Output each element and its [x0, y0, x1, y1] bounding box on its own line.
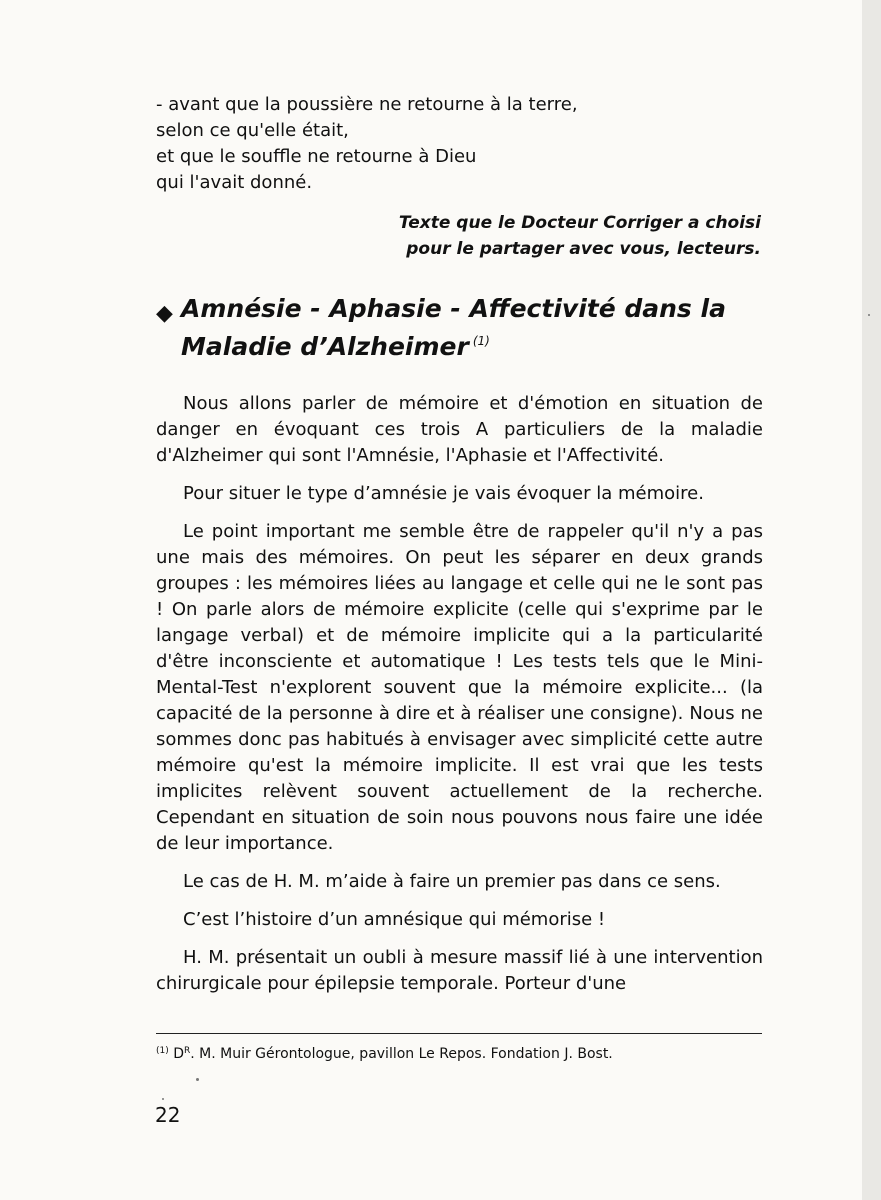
poem-line: et que le souffle ne retourne à Dieu: [156, 146, 477, 167]
poem-excerpt: [156, 92, 763, 196]
attribution-line: Texte que le Docteur Corriger a choisi: [398, 213, 761, 233]
footnote-prefix-sup: R: [183, 1046, 191, 1056]
footnote-prefix: D: [173, 1046, 184, 1062]
paragraph: Le cas de H. M. m’aide à faire un premier pas dans ce sens.: [183, 871, 721, 892]
paper-speck: [868, 314, 870, 316]
paper-speck: [196, 1078, 199, 1081]
footnote-divider: [156, 1033, 762, 1034]
paragraph: C’est l’histoire d’un amnésique qui mémorise !: [183, 909, 606, 930]
footnote: [156, 1041, 613, 1064]
page-number: 22: [155, 1103, 181, 1127]
section-title: [156, 292, 763, 363]
paragraph: Nous allons parler de mémoire et d'émotion en situation de danger en évoquant ces trois A particuliers de la maladie d'Alzheimer qui sont l'Amnésie, l'Aphasie et l'Affectivité.: [156, 393, 763, 466]
footnote-text: . M. Muir Gérontologue, pavillon Le Repos. Fondation J. Bost.: [190, 1046, 613, 1062]
poem-line: qui l'avait donné.: [156, 172, 313, 193]
attribution: [156, 210, 763, 262]
paper-speck: [162, 1098, 164, 1100]
poem-line: - avant que la poussière ne retourne à la terre,: [156, 94, 578, 115]
attribution-line: pour le partager avec vous, lecteurs.: [406, 239, 761, 259]
paragraph: Le point important me semble être de rappeler qu'il n'y a pas une mais des mémoires. On peut les séparer en deux grands groupes : les mémoires liées au langage et celle qui ne le sont pas ! On parle alors de mémoire explicite (celle qui s'exprime par le langage verbal) et de mémoire implicite qui a la particularité d'être inconsciente et automatique ! Les tests tels que le Mini-Mental-Test n'explorent souvent que la mémoire explicite... (la capacité de la personne à dire et à réaliser une consigne). Nous ne sommes donc pas habitués à envisager avec simplicité cette autre mémoire qu'est la mémoire implicite. Il est vrai que les tests implicites relèvent souvent actuellement de la recherche. Cependant en situation de soin nous pouvons nous faire une idée de leur importance.: [156, 521, 763, 854]
poem-line: selon ce qu'elle était,: [156, 120, 349, 141]
section-title-line1: Amnésie - Aphasie - Affectivité dans la: [181, 294, 726, 323]
page-content: [156, 92, 763, 1009]
paragraph: Pour situer le type d’amnésie je vais évoquer la mémoire.: [183, 483, 704, 504]
footnote-reference: (1): [472, 334, 490, 348]
diamond-bullet-icon: ◆: [156, 301, 173, 326]
page-edge: [862, 0, 881, 1200]
paragraph: H. M. présentait un oubli à mesure massif lié à une intervention chirurgicale pour épilepsie temporale. Porteur d'une: [156, 947, 763, 994]
section-title-line2: Maladie d’Alzheimer: [181, 332, 469, 361]
footnote-marker: (1): [156, 1046, 169, 1056]
